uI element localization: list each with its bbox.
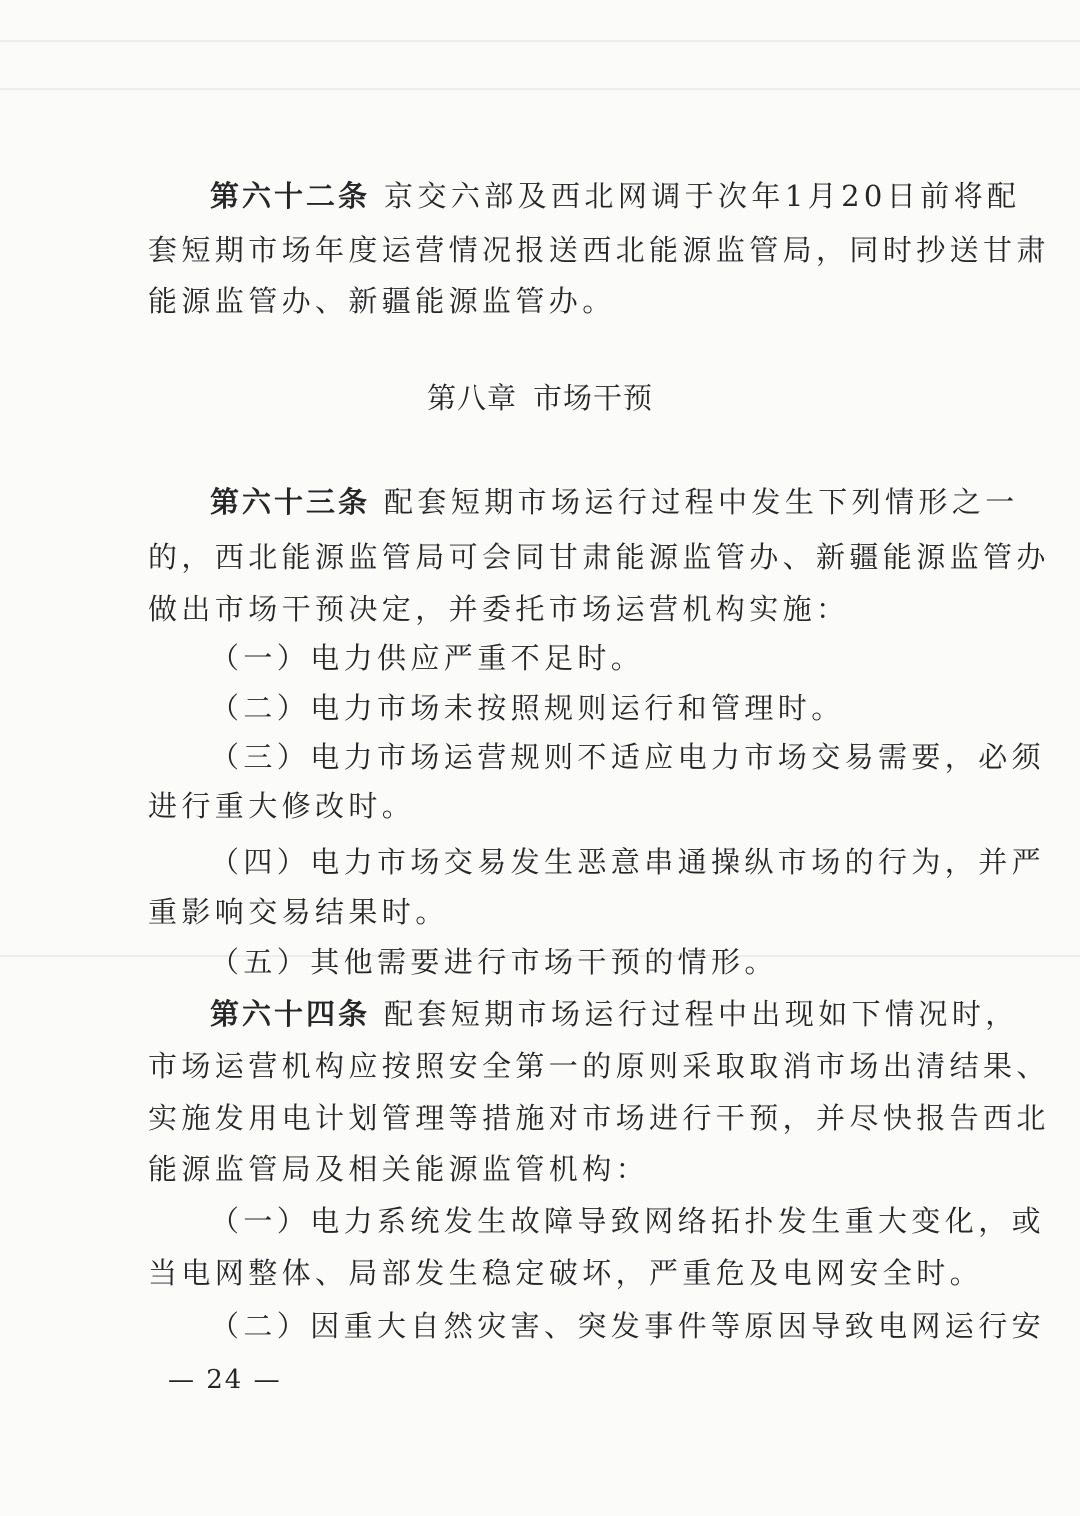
article-63-item-4-line-1: （四）电力市场交易发生恶意串通操纵市场的行为，并严 xyxy=(210,845,1046,879)
article-64-item-1-line-2: 当电网整体、局部发生稳定破坏，严重危及电网安全时。 xyxy=(148,1256,984,1290)
article-63-item-2: （二）电力市场未按照规则运行和管理时。 xyxy=(210,691,845,725)
article-62-line-1 xyxy=(210,176,1021,216)
article-63-item-3-line-1: （三）电力市场运营规则不适应电力市场交易需要，必须 xyxy=(210,740,1046,774)
article-64-item-2-line-1: （二）因重大自然灾害、突发事件等原因导致电网运行安 xyxy=(210,1309,1046,1343)
article-64-line-4: 能源监管局及相关能源监管机构： xyxy=(148,1152,650,1186)
article-64-text-1: 配套短期市场运行过程中出现如下情况时， xyxy=(384,997,1019,1031)
scan-artifact xyxy=(0,40,1080,42)
article-62-line-2: 套短期市场年度运营情况报送西北能源监管局，同时抄送甘肃 xyxy=(148,233,1050,267)
article-63-line-3: 做出市场干预决定，并委托市场运营机构实施： xyxy=(148,592,850,626)
chapter-heading xyxy=(0,378,1080,418)
article-63-item-1: （一）电力供应严重不足时。 xyxy=(210,641,645,675)
article-63-line-2: 的，西北能源监管局可会同甘肃能源监管办、新疆能源监管办 xyxy=(148,540,1050,574)
article-64-heading: 第六十四条 xyxy=(210,997,371,1031)
article-62-heading: 第六十二条 xyxy=(210,179,371,213)
article-63-heading: 第六十三条 xyxy=(210,485,371,519)
article-63-item-4-line-2: 重影响交易结果时。 xyxy=(148,895,449,929)
article-63-item-3-line-2: 进行重大修改时。 xyxy=(148,789,416,823)
article-63-item-5: （五）其他需要进行市场干预的情形。 xyxy=(210,945,778,979)
chapter-number: 第八章 xyxy=(426,381,517,415)
article-64-item-1-line-1: （一）电力系统发生故障导致网络拓扑发生重大变化，或 xyxy=(210,1204,1046,1238)
article-62-line-3: 能源监管办、新疆能源监管办。 xyxy=(148,284,616,318)
article-63-line-1 xyxy=(210,482,1019,522)
scan-artifact xyxy=(0,88,1080,90)
article-62-text-1: 京交六部及西北网调于次年1月20日前将配 xyxy=(384,179,1021,213)
article-64-line-1 xyxy=(210,994,1019,1034)
chapter-title: 市场干预 xyxy=(533,381,654,415)
article-64-line-3: 实施发用电计划管理等措施对市场进行干预，并尽快报告西北 xyxy=(148,1101,1050,1135)
page-number: — 24 — xyxy=(168,1365,282,1395)
article-63-text-1: 配套短期市场运行过程中发生下列情形之一 xyxy=(384,485,1019,519)
article-64-line-2: 市场运营机构应按照安全第一的原则采取取消市场出清结果、 xyxy=(148,1049,1050,1083)
